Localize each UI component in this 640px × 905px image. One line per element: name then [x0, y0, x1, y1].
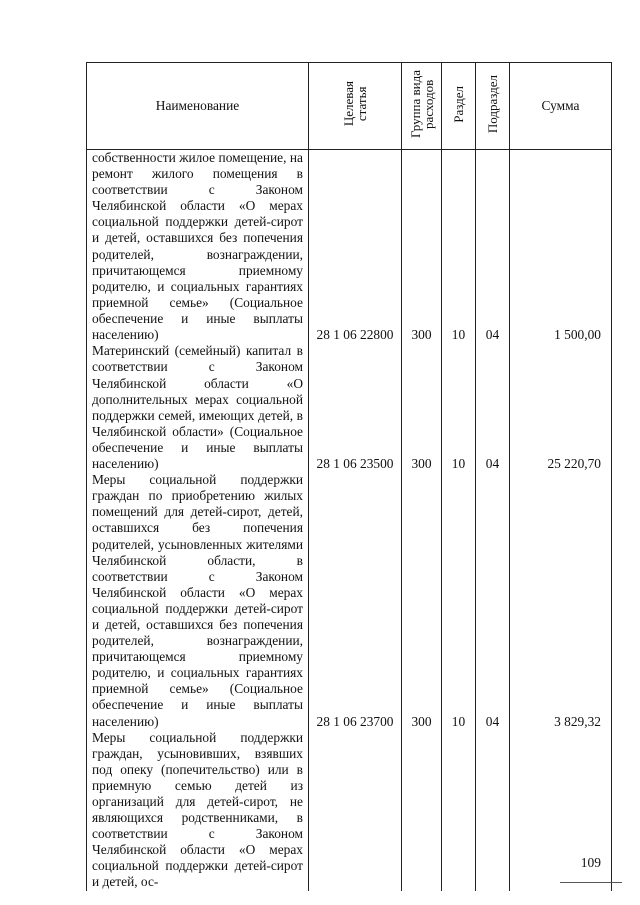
row-name: Меры социальной поддержки граждан по приобретению жилых помещений для детей-сирот, детей, оставшихся без попечения родителей, усыновленных жителями Челябинской области, в соответствии с Законом Челябинской области «О мерах социальной поддержки детей-сирот и детей, оставшихся без попечения родителей, вознаграждении, причитающемся приемному родителю, и социальных гарантиях приемной семье» (Социальное обеспечение и иные выплаты населению)	[87, 472, 309, 730]
header-subsection	[476, 63, 510, 150]
header-group	[402, 63, 442, 150]
row-name: Меры социальной поддержки граждан, усыновивших, взявших под опеку (попечительство) или в приемную семью детей из организаций для детей-сирот, не являющихся родственниками, в соответствии с Законом Челябинской области «О мерах социальной поддержки детей-сирот и детей, ос-	[87, 730, 309, 891]
row-subsection: 04	[476, 472, 510, 730]
page-number: 109	[580, 855, 601, 870]
row-group: 300	[402, 343, 442, 472]
header-subsection-label: Подраздел	[485, 74, 500, 134]
header-section-label: Раздел	[451, 85, 466, 123]
table-row	[87, 730, 612, 891]
row-subsection	[476, 730, 510, 891]
row-sum: 3 829,32	[510, 472, 612, 730]
header-sum: Сумма	[510, 63, 612, 150]
header-name: Наименование	[87, 63, 309, 150]
table-row	[87, 150, 612, 344]
row-section: 10	[442, 150, 476, 344]
row-group: 300	[402, 150, 442, 344]
row-name: собственности жилое помещение, на ремонт жилого помещения в соответствии с Законом Челябинской области «О мерах социальной поддержки детей-сирот и детей, оставшихся без попечения родителей, вознаграждении, причитающемся приемному родителю, и социальных гарантиях приемной семье» (Социальное обеспечение и иные выплаты населению)	[87, 150, 309, 344]
row-article: 28 1 06 22800	[309, 150, 402, 344]
row-sum: 1 500,00	[510, 150, 612, 344]
row-section	[442, 730, 476, 891]
row-section: 10	[442, 472, 476, 730]
table-row	[87, 472, 612, 730]
row-group: 300	[402, 472, 442, 730]
header-article-label: Целевая статья	[341, 81, 369, 127]
header-article	[309, 63, 402, 150]
footer-rule	[560, 882, 622, 883]
row-sum: 25 220,70	[510, 343, 612, 472]
header-group-label: Группа вида расходов	[407, 69, 436, 138]
table-header-row	[87, 63, 612, 150]
header-section	[442, 63, 476, 150]
row-subsection: 04	[476, 343, 510, 472]
table-row	[87, 343, 612, 472]
row-name: Материнский (семейный) капитал в соответствии с Законом Челябинской области «О дополнительных мерах социальной поддержки семей, имеющих детей, в Челябинской области» (Социальное обеспечение и иные выплаты населению)	[87, 343, 309, 472]
row-article	[309, 730, 402, 891]
row-group	[402, 730, 442, 891]
row-section: 10	[442, 343, 476, 472]
budget-table	[86, 62, 612, 891]
row-article: 28 1 06 23500	[309, 343, 402, 472]
row-article: 28 1 06 23700	[309, 472, 402, 730]
row-subsection: 04	[476, 150, 510, 344]
